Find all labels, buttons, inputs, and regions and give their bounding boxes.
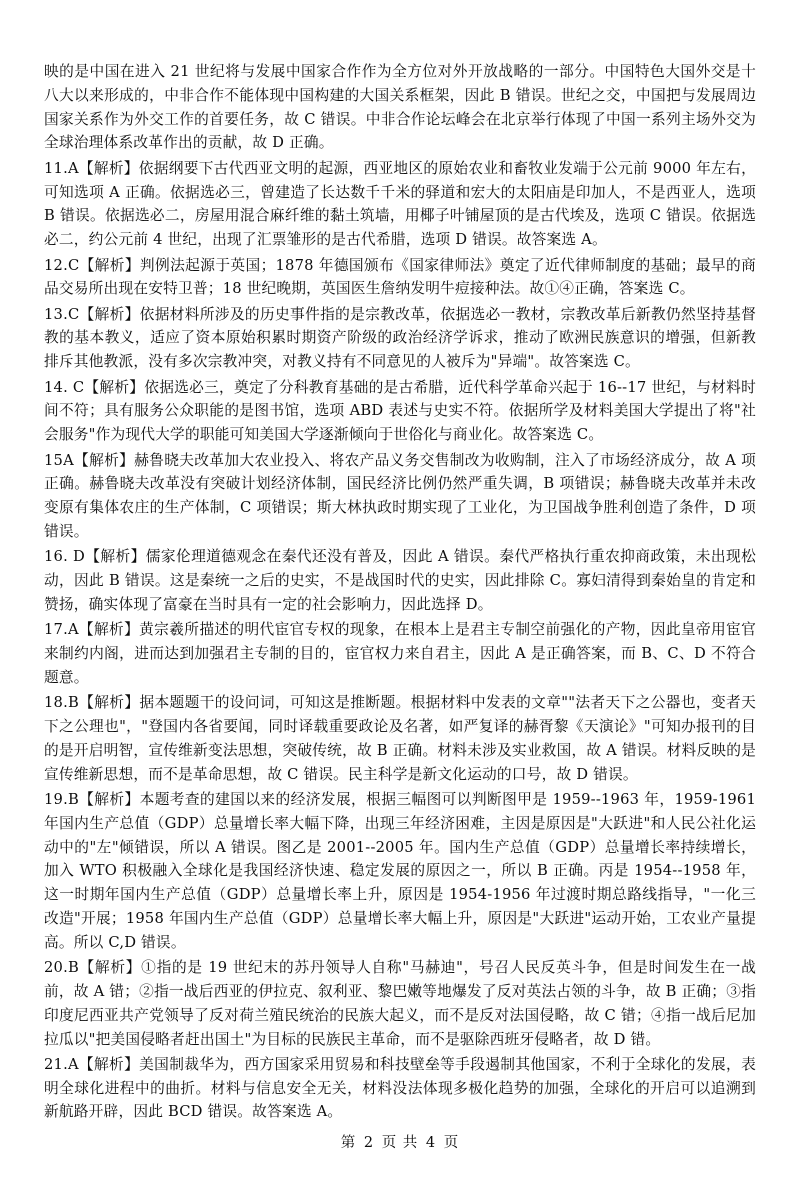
footer-suffix: 页: [443, 1135, 460, 1151]
paragraph-answer-18: 18.B【解析】据本题题干的设问词，可知这是推断题。根据材料中发表的文章""法者天下之公器也，变者天下之公理也"，"登国内各省要闻，同时译载重要政论及名著，如严复译的赫胥黎《天演论》"可知办报刊的目的是开启明智，宣传维新变法思想，突破传统，故 B 正确。材料未涉及实业救国，故 A 错误。材料反映的是宣传维新思想，而不是革命思想，故 C 错误。民主科学是新文化运动的口号，故 D 错误。: [44, 694, 756, 783]
footer-middle: 页 共: [381, 1135, 419, 1151]
paragraph-intro: 映的是中国在进入 21 世纪将与发展中国家合作作为全方位对外开放战略的一部分。中国特色大国外交是十八大以来形成的，中非合作不能体现中国构建的大国关系框架，因此 B 错误。世纪之交，中国把与发展周边国家关系作为外交工作的首要任务，故 C 错误。中非合作论坛峰会在北京举行体现了中国一系列主场外交为全球治理体系改革作出的贡献，故 D 正确。: [44, 63, 756, 152]
document-body: [44, 60, 756, 1124]
paragraph-answer-21: 21.A【解析】美国制裁华为，西方国家采用贸易和科技壁垒等手段遏制其他国家，不利于全球化的发展，表明全球化进程中的曲折。材料与信息安全无关，材料没法体现多极化趋势的加强，全球化的开启可以追溯到新航路开辟，因此 BCD 错误。故答案选 A。: [44, 1055, 756, 1121]
paragraph-answer-11: 11.A【解析】依据纲要下古代西亚文明的起源，西亚地区的原始农业和畜牧业发端于公元前 9000 年左右，可知选项 A 正确。依据选必三，曾建造了长达数千千米的驿道和宏大的太阳庙是印加人，不是西亚人，选项 B 错误。依据选必二，房屋用混合麻纤维的黏土筑墙，用椰子叶铺屋顶的是古代埃及，选项 C 错误。依据选必二，约公元前 4 世纪，出现了汇票雏形的是古代希腊，选项 D 错误。故答案选 A。: [44, 159, 756, 249]
paragraph-answer-20: 20.B【解析】①指的是 19 世纪末的苏丹领导人自称"马赫迪"，号召人民反英斗争，但是时间发生在一战前，故 A 错；②指一战后西亚的伊拉克、叙利亚、黎巴嫩等地爆发了反对英法占领的斗争，故 B 正确；③指印度尼西亚共产党领导了反对荷兰殖民统治的民族大起义，而不是反对法国侵略，故 C 错；④指一战后尼加拉瓜以"把美国侵略者赶出国土"为目标的民族民主革命，而不是驱除西班牙侵略者，故 D 错。: [44, 959, 756, 1048]
paragraph-answer-19: 19.B【解析】本题考查的建国以来的经济发展，根据三幅图可以判断图甲是 1959--1963 年，1959-1961 年国内生产总值（GDP）总量增长率大幅下降，出现三年经济困难，主因是原因是"大跃进"和人民公社化运动中的"左"倾错误，所以 A 错误。图乙是 2001--2005 年。国内生产总值（GDP）总量增长率持续增长，加入 WTO 积极融入全球化是我国经济快速、稳定发展的原因之一，所以 B 正确。丙是 1954--1958 年，这一时期年国内生产总值（GDP）总量增长率上升，原因是 1954-1956 年过渡时期总路线指导，"一化三改造"开展；1958 年国内生产总值（GDP）总量增长率大幅上升，原因是"大跃进"运动开始，工农业产量提高。所以 C,D 错误。: [44, 790, 756, 951]
footer-prefix: 第: [340, 1135, 357, 1151]
paragraph-answer-13: 13.C【解析】依据材料所涉及的历史事件指的是宗教改革，依据选必一教材，宗教改革后新教仍然坚持基督教的基本教义，适应了资本原始积累时期资产阶级的政治经济学诉求，推动了欧洲民族意识的增强，但新教排斥其他教派，没有多次宗教冲突，对教义持有不同意见的人被斥为"异端"。故答案选 C。: [44, 305, 756, 371]
footer-current-page: 2: [363, 1135, 375, 1151]
paragraph-answer-12: 12.C【解析】判例法起源于英国；1878 年德国颁布《国家律师法》奠定了近代律师制度的基础；最早的商品交易所出现在安特卫普；18 世纪晚期，英国医生詹纳发明牛痘接种法。故①④正确，答案选 C。: [44, 256, 756, 298]
paragraph-answer-17: 17.A【解析】黄宗羲所描述的明代宦官专权的现象，在根本上是君主专制空前强化的产物，因此皇帝用宦官来制约内阁，进而达到加强君主专制的目的，宦官权力来自君主，因此 A 是正确答案，而 B、C、D 不符合题意。: [44, 621, 756, 686]
paragraph-answer-15: 15A【解析】赫鲁晓夫改革加大农业投入、将农产品义务交售制改为收购制，注入了市场经济成分，故 A 项正确。赫鲁晓夫改革没有突破计划经济体制，国民经济比例仍然严重失调，B 项错误；赫鲁晓夫改革并未改变原有集体农庄的生产体制，C 项错误；斯大林执政时期实现了工业化，为卫国战争胜利创造了条件，D 项错误。: [44, 451, 756, 540]
footer-total-pages: 4: [425, 1135, 437, 1151]
paragraph-answer-14: 14. C【解析】依据选必三，奠定了分科教育基础的是古希腊，近代科学革命兴起于 16--17 世纪，与材料时间不符；具有服务公众职能的是图书馆，选项 ABD 表述与史实不符。依据所学及材料美国大学提出了将"社会服务"作为现代大学的职能可知美国大学逐渐倾向于世俗化与商业化。故答案选 C。: [44, 378, 756, 444]
paragraph-answer-16: 16. D【解析】儒家伦理道德观念在秦代还没有普及，因此 A 错误。秦代严格执行重农抑商政策，未出现松动，因此 B 错误。这是秦统一之后的史实，不是战国时代的史实，因此排除 C。寡妇清得到秦始皇的肯定和赞扬，确实体现了富豪在当时具有一定的社会影响力，因此选择 D。: [44, 548, 756, 613]
page-footer: [0, 1131, 800, 1152]
